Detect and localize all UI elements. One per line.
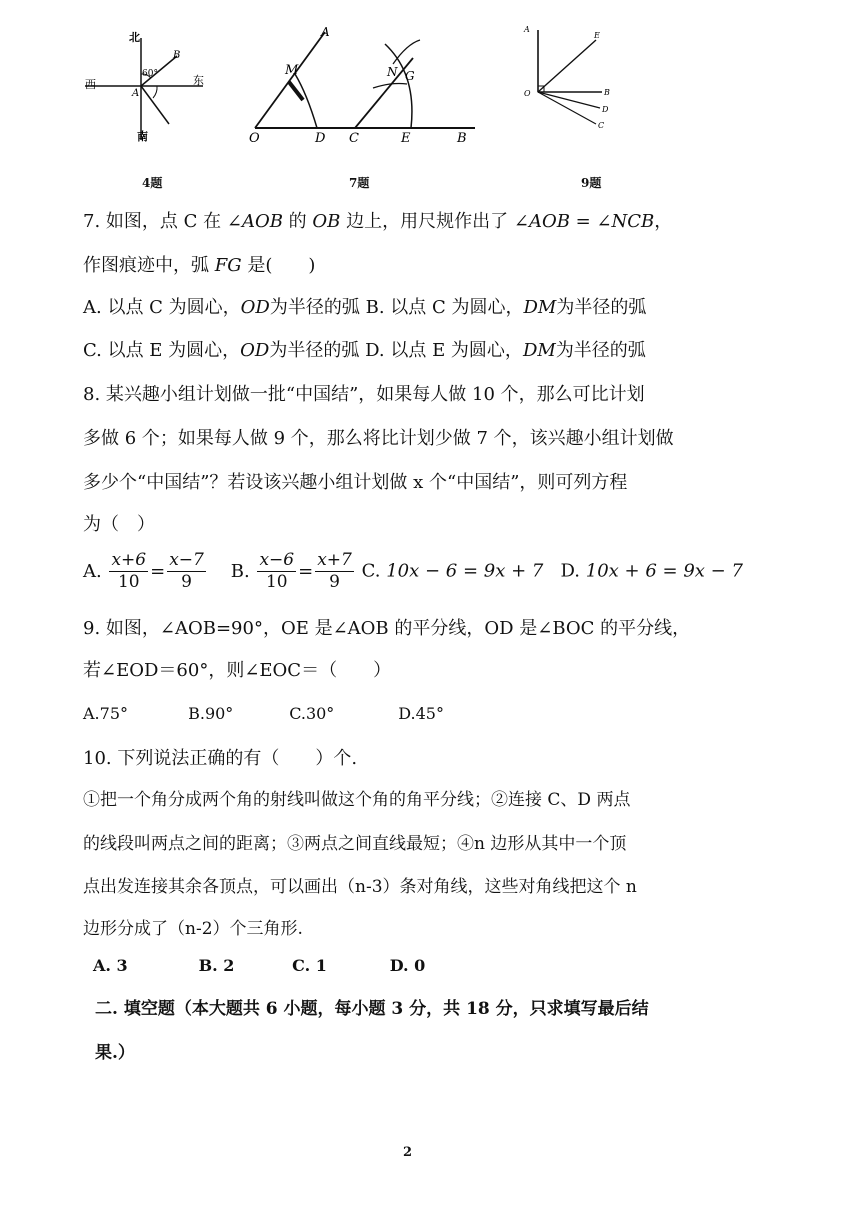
q9-option-c: C.30° [289,704,335,723]
q8-option-b: B. $\frac{x-6}{10}$ = $\frac{x+7}{9}$ [230,550,352,592]
q7-option-c: C. 以点 E 为圆心，OD为半径的弧 [83,340,360,361]
q7-option-d: D. 以点 E 为圆心，DM为半径的弧 [365,340,646,361]
fig7-point-o: O [249,131,260,146]
fig4-north-label: 北 [129,31,140,44]
q10-stem-line1: 10. 下列说法正确的有（ ）个. [83,748,358,769]
fig9-point-a: A [524,25,530,34]
fig7-caption: 7题 [349,176,370,190]
fig4-caption: 4题 [142,176,163,190]
q9-stem-line2: 若∠EOD＝60°，则∠EOC＝（ ） [83,660,392,681]
q8-options [83,552,743,591]
fig7-point-g: G [405,69,415,83]
fig4-west-label: 西 [85,78,96,91]
q7-options-ab [83,299,646,317]
q9-option-b: B.90° [188,704,234,723]
q10-option-b: B. 2 [198,956,235,975]
q10-stem-line5: 边形分成了（n-2）个三角形. [83,919,303,939]
q7-option-b: B. 以点 C 为圆心，DM为半径的弧 [365,297,647,318]
q9-stem-line1: 9. 如图，∠AOB=90°，OE 是∠AOB 的平分线，OD 是∠BOC 的平分线， [83,618,691,639]
q8-stem-line2: 多做 6 个；如果每人做 9 个，那么将比计划少做 7 个，该兴趣小组计划做 [83,428,674,449]
section2-heading-line2: 果.） [95,1043,135,1063]
fig4-point-b: B [173,50,181,61]
figure-4 [85,28,215,150]
fig9-point-e: E [594,31,600,40]
q10-option-c: C. 1 [292,956,327,975]
fig7-point-c: C [349,131,359,146]
q8-option-d: D. 10x + 6 = 9x − 7 [560,560,743,582]
fig7-point-m: M [285,63,299,78]
q9-options [83,706,444,722]
q8-stem-line4: 为（ ） [83,514,155,535]
q8-option-a: A. $\frac{x+6}{10}$ = $\frac{x-7}{9}$ [83,550,204,592]
q10-stem-line4: 点出发连接其余各顶点，可以画出（n-3）条对角线，这些对角线把这个 n [83,877,637,897]
figure-7 [245,24,485,146]
fig4-point-a: A [132,88,140,99]
q10-stem-line2: ①把一个角分成两个角的射线叫做这个角的角平分线；②连接 C、D 两点 [83,790,631,810]
fig7-point-a: A [321,25,330,39]
fig9-point-c: C [598,121,605,130]
q10-stem-line3: 的线段叫两点之间的距离；③两点之间直线最短；④n 边形从其中一个顶 [83,834,627,854]
q10-option-d: D. 0 [389,956,426,975]
section2-heading-line1: 二. 填空题（本大题共 6 小题，每小题 3 分，共 18 分，只求填写最后结 [95,999,649,1019]
q10-options [93,958,425,974]
fig9-point-b: B [604,88,610,97]
figure-9 [520,22,615,142]
fig7-point-b: B [457,131,467,146]
fig7-point-d: D [315,131,326,146]
fig4-east-label: 东 [193,74,204,87]
q7-stem-line1: 7. 如图，点 C 在 ∠AOB 的 OB 边上，用尺规作出了 ∠AOB = ∠NCB， [83,211,673,232]
q7-option-a: A. 以点 C 为圆心，OD为半径的弧 [83,297,360,318]
q7-options-cd [83,342,646,360]
fig9-point-o: O [524,89,531,98]
q9-option-d: D.45° [398,704,444,723]
fig7-point-n: N [387,65,398,79]
q8-option-c: C. 10x − 6 = 9x + 7 [361,560,544,582]
page-number: 2 [403,1145,413,1160]
fig9-caption: 9题 [581,176,602,190]
q8-stem-line1: 8. 某兴趣小组计划做一批“中国结”，如果每人做 10 个，那么可比计划 [83,384,645,405]
q8-stem-line3: 多少个“中国结”？若设该兴趣小组计划做 x 个“中国结”，则可列方程 [83,472,628,493]
fig7-point-e: E [401,131,411,146]
fig9-point-d: D [602,105,609,114]
q7-stem-line2: 作图痕迹中，弧 FG 是( ) [83,255,316,276]
q10-option-a: A. 3 [93,956,128,975]
q9-option-a: A.75° [83,704,128,723]
fig4-angle-label: 60° [142,69,158,79]
fig4-south-label: 南 [137,130,148,143]
